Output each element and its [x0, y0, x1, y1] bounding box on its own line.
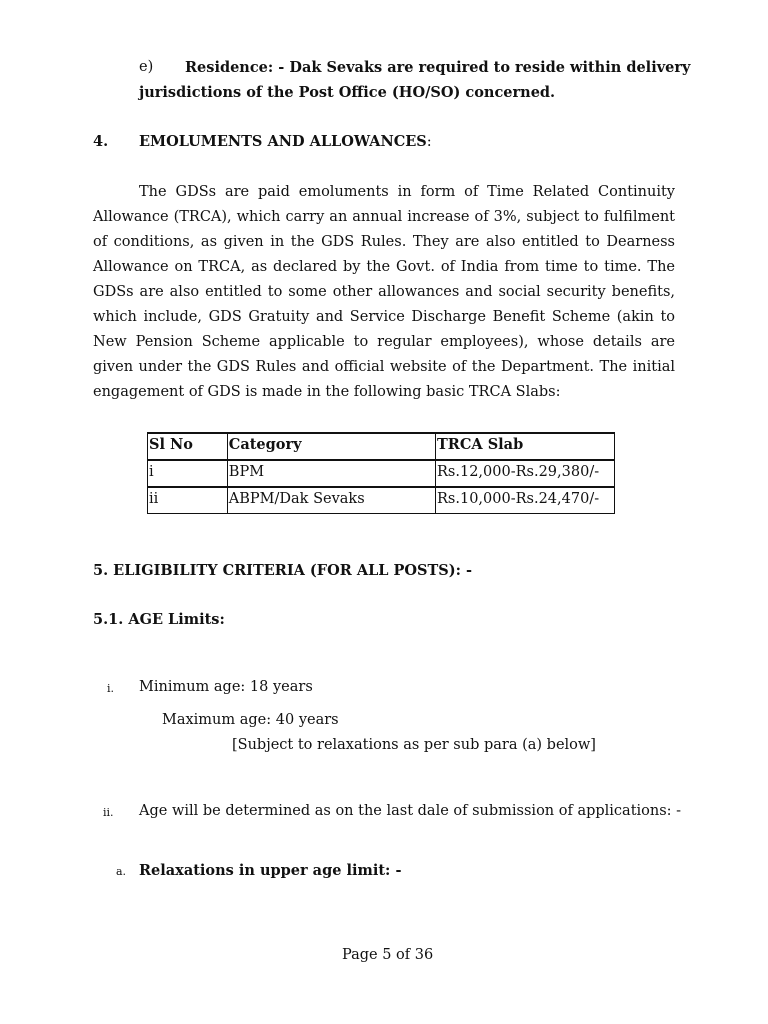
maximum-age: Maximum age: 40 years — [162, 712, 339, 728]
cell-category: BPM — [227, 460, 435, 487]
item-i-marker: i. — [107, 682, 115, 695]
cell-sl-no: i — [148, 460, 228, 487]
relaxation-note: [Subject to relaxations as per sub para (a) below] — [232, 737, 596, 753]
table-row — [148, 460, 615, 487]
section-4-number: 4. — [93, 133, 109, 150]
table-header-row — [148, 433, 615, 460]
cell-trca-slab: Rs.10,000-Rs.24,470/- — [436, 487, 615, 514]
page-number: Page 5 of 36 — [342, 947, 434, 963]
cell-category: ABPM/Dak Sevaks — [227, 487, 435, 514]
table-row — [148, 487, 615, 514]
residence-line-1: Residence: - Dak Sevaks are required to reside within delivery — [185, 59, 691, 76]
section-4-heading: EMOLUMENTS AND ALLOWANCES: — [139, 133, 432, 150]
header-category: Category — [227, 433, 435, 460]
section-5-heading: 5. ELIGIBILITY CRITERIA (FOR ALL POSTS): - — [93, 562, 473, 579]
item-ii-marker: ii. — [103, 806, 114, 819]
age-determination: Age will be determined as on the last dale of submission of applications: - — [139, 803, 682, 819]
emoluments-paragraph-text: The GDSs are paid emoluments in form of Time Related Continuity Allowance (TRCA), which carry an annual increase of 3%, subject to fulfilment of conditions, as given in the GDS Rules. They are also entitled to Dearness Allowance on TRCA, as declared by the Govt. of India from time to time. The GDSs are also entitled to some other allowances and social security benefits, which include, GDS Gratuity and Service Discharge Benefit Scheme (akin to New Pension Scheme applicable to regular employees), whose details are given under the GDS Rules and official website of the Department. The initial engagement of GDS is made in the following basic TRCA Slabs: — [93, 184, 675, 400]
residence-line-2: jurisdictions of the Post Office (HO/SO) concerned. — [139, 84, 556, 101]
header-sl-no: Sl No — [148, 433, 228, 460]
residence-marker: e) — [139, 59, 154, 75]
cell-trca-slab: Rs.12,000-Rs.29,380/- — [436, 460, 615, 487]
relaxations-heading: Relaxations in upper age limit: - — [139, 862, 402, 879]
item-a-marker: a. — [116, 865, 127, 878]
cell-sl-no: ii — [148, 487, 228, 514]
trca-slab-table — [147, 432, 615, 514]
header-trca-slab: TRCA Slab — [436, 433, 615, 460]
minimum-age: Minimum age: 18 years — [139, 679, 313, 695]
age-limits-heading: 5.1. AGE Limits: — [93, 611, 225, 628]
emoluments-paragraph — [93, 180, 675, 405]
